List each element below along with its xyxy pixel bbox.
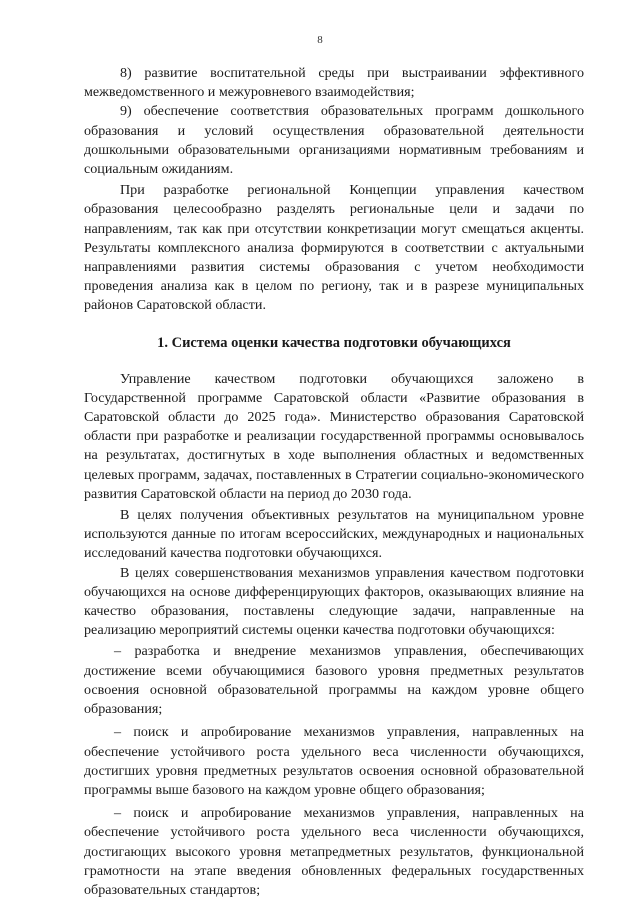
section-heading: 1. Система оценки качества подготовки обучающихся [157,334,511,351]
list-item-8: 8) развитие воспитательной среды при выстраивании эффективного межведомственного и межуровневого взаимодействия; [84,65,584,101]
page-content [84,64,584,900]
bullet-item-3: – поиск и апробирование механизмов управления, направленных на обеспечение устойчивого роста удельного веса численности обучающихся, достигающих высокого уровня метапредметных результатов, функциональной грамотности на этапе введения обновленных федеральных государственных образовательных стандартов; [84,805,584,898]
section-paragraph-1: Управление качеством подготовки обучающихся заложено в Государственной программе Саратовской области «Развитие образования в Саратовской области до 2025 года». Министерство образования Саратовской области при разработке и реализации государственной программы основывалось на результатах, достигнутых в ходе выполнения областных и ведомственных целевых программ, задачах, поставленных в Стратегии социально-экономического развития Саратовской области на период до 2030 года. [84,370,584,502]
section-paragraph-3: В целях совершенствования механизмов управления качеством подготовки обучающихся на основе дифференцирующих факторов, оказывающих влияние на качество образования, поставлены следующие задачи, направленные на реализацию мероприятий системы оценки качества подготовки обучающихся: [84,564,584,639]
page-number: 8 [317,34,323,46]
list-item-9: 9) обеспечение соответствия образовательных программ дошкольного образования и условий осуществления образовательной деятельности дошкольными образовательными организациями нормативным требованиям и социальным ожиданиям. [84,103,584,178]
intro-paragraph: При разработке региональной Концепции управления качеством образования целесообразно разделять региональные цели и задачи по направлениям, так как при отсутствии конкретизации могут смещаться акценты. Результаты комплексного анализа формируются в соответствии с актуальными направлениями развития системы образования с учетом необходимости проведения анализа как в целом по региону, так и в разрезе муниципальных районов Саратовской области. [84,182,584,314]
bullet-item-2: – поиск и апробирование механизмов управления, направленных на обеспечение устойчивого роста удельного веса численности обучающихся, достигших уровня предметных результатов освоения основной образовательной программы выше базового на каждом уровне общего образования; [84,724,584,798]
section-paragraph-2: В целях получения объективных результатов на муниципальном уровне используются данные по итогам всероссийских, международных и национальных исследований качества подготовки обучающихся. [84,507,584,562]
bullet-item-1: – разработка и внедрение механизмов управления, обеспечивающих достижение всеми обучающимися базового уровня предметных результатов освоения основной образовательной программы на каждом уровне общего образования; [84,643,584,718]
